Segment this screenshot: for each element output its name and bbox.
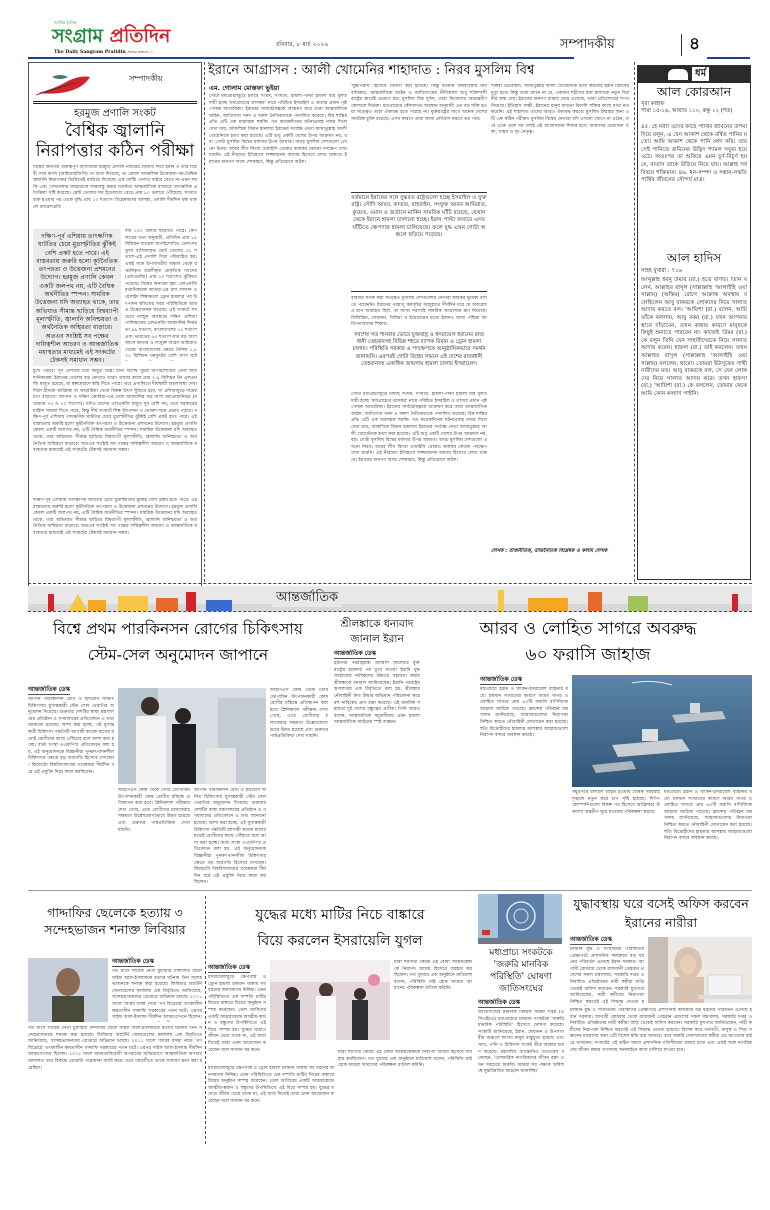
- story-divider: [28, 890, 752, 891]
- france-ships-photo: [572, 675, 752, 787]
- bunker-headline-line2[interactable]: বিয়ে করলেন ইসরায়েলি যুগল: [257, 933, 423, 949]
- japan-desk: আন্তর্জাতিক ডেস্ক: [28, 686, 70, 693]
- bunker-headline-line1[interactable]: যুদ্ধের মধ্যে মাটির নিচে বাঙ্কারে: [255, 907, 425, 923]
- japan-body-3: জাপান পারকিনসন রোগ ও হৃদরোগ জনিত চিকিৎসায় যুগান্তকারী স্টেম সেল থেরাপির অনুমোদন দিয়েছে। শুক্রবার দেশটির স্বাস্থ্য মন্ত্রণালয়ের প্রতিষ্ঠান ও গণমাধ্যমের প্রতিবেদনে এ তথ্য জানানো হয়েছে। আশা করা হচ্ছে, এই যুগান্তকারী চিকিৎসা পদ্ধতিটি আগামী কয়েক মাসের মধ্যেই রোগীদের কাছে পৌঁছাবে বলে আশা করা হচ্ছে। বার্তা সংস্থা এএফপি'র প্রতিবেদনে বলা হয়, এই অনুমোদনকে বিজ্ঞানীরা পুনরুৎপাদনশীল চিকিৎসার ক্ষেত্রে বড় অগ্রগতি হিসেবে দেখছেন। কিয়োটো বিশ্ববিদ্যালয়ের গবেষকরা দীর্ঘদিন ধরে এই প্রযুক্তি নিয়ে কাজ করছিলেন।: [194, 788, 266, 885]
- france-body-3: মধ্যপ্রাচ্যে ইরান ও মার্কিন-ইসরায়েল বাহিনীর মধ্যে চলমান সংঘাতের কারণে আরব সাগর ও লোহিত সাগরে প্রায় ৬০টি ফরাসি বাণিজ্যিক জাহাজ আটকে পড়েছে। ফ্রান্সের পরিবহন মন্ত্রণালয় জানিয়েছে, জাহাজগুলোর নিরাপত্তা নিশ্চিত করতে নৌবাহিনী মোতায়েন করা হয়েছে। হুতি বিদ্রোহীদের হামলার আশঙ্কায় জাহাজগুলো নিরাপদ বন্দরে অবস্থান করছে।: [664, 790, 752, 842]
- quran-title: আল কোরআন: [656, 84, 732, 99]
- masthead-tagline: জাতীয় দৈনিক: [54, 20, 77, 25]
- bunker-body-3: ইসরায়েলজুড়ে ক্ষেপণাস্ত্র ও ড্রোন হামলা চলমান থাকায় সব ধরনের জনসমাগম নিষিদ্ধ। এমন পরিস্থিতিতে এক দম্পতি মাটির নিচের বাঙ্কারে বিয়ের অনুষ্ঠান সম্পন্ন করেছেন। তেল আবিবের একটি আশ্রয়কেন্দ্রে আত্মীয়-স্বজন ও বন্ধুদের উপস্থিতিতে এই বিয়ে সম্পন্ন হয়। যুদ্ধের মধ্যেও জীবন থেমে থাকে না, এই বার্তা দিতেই তারা এমন আয়োজন করেছেন বলে জানান বর-কনে।: [208, 1066, 334, 1104]
- editorial-label: সম্পাদকীয়: [129, 74, 163, 83]
- srilanka-body: ইরানের পররাষ্ট্রমন্ত্রী আব্বাস আরাঘচি যুক্তরাষ্ট্রের হামলার পর ডুবে যাওয়া ইরানি যুদ্ধজাহাজের নাবিকদের উদ্ধারে সহায়তা করায় শ্রীলঙ্কাকে ধন্যবাদ জানিয়েছেন। ইরানি পররাষ্ট্রমন্ত্রণালয়ের এক বিবৃতিতে বলা হয়, শ্রীলঙ্কার নৌবাহিনী দ্রুত উদ্ধার অভিযান পরিচালনা করে বহু নাবিকের প্রাণ রক্ষা করেছে। এই মানবিক সহায়তা দুই দেশের বন্ধুত্বের প্রতীক। তিনি আরও বলেন, আন্তর্জাতিক সমুদ্রসীমায় এমন হামলা আন্তর্জাতিক আইনের স্পষ্ট লঙ্ঘন।: [334, 661, 420, 726]
- gaddafi-desk: আন্তর্জাতিক ডেস্ক: [112, 958, 154, 965]
- skyline-illustration: [28, 586, 752, 612]
- section-rule: [28, 583, 752, 584]
- women-body-2: চলমান যুদ্ধ ও সংঘাতময় পরিস্থিতির প্রেক্ষাপটে প্রশাসনিক কার্যক্রমে বড় ধরনের পরিবর্তন এনেছে ইরান সরকার। আগামী রোববার থেকে রাজধানী তেহরান প্রদেশের সকল মন্ত্রণালয়, সরকারি দপ্তর ও নির্বাচিত প্রতিষ্ঠানের নারী কর্মীরা বাড়ি থেকেই অফিস করবেন। সরকারি মুখপাত্র জানিয়েছেন, নারী কর্মীদের নিরাপত্তা নিশ্চিত করতেই এই সিদ্ধান্ত নেওয়া হয়েছে। বিশেষ করে গর্ভবতী, অসুস্থ ও শিশু সন্তানের মায়েদের জন্য এটি বিশেষ স্বস্তি বয়ে আনবে। তবে জরুরি সেবাখাতের কর্মীরা এর আওতার বাইরে থাকবেন। সংকটের এই কঠিন সময়ে প্রশাসনিক গতিশীলতা বজায় রাখা এবং একই সঙ্গে নাগরিকদের জীবন রক্ষার তাগাদায় অনলাইনে কাজ চালিয়ে যাওয়া হবে।: [570, 1008, 752, 1053]
- opinion-col-2c: গোটা মধ্যপ্রাচ্যজুড়ে চলছে সংঘর্ষ, সংঘাত, হামলা-পাল্টা হামলা যার মূলত দায়ী হচ্ছে 'মধ্যপ্রাচ্যের ত্রাসকর' নামে পরিচিত ইসরাইল ও তাদের প্রধান পৃষ্ঠপোষক আমেরিকা। ইরানের সার্বভৌমত্বকে আক্রমণ করে তারা আন্তর্জাতিক আইন, জাতিসংঘ সনদ ও সকল নৈতিকতাকে পদদলিত করেছে। বিশ্ব শান্তির প্রতি এটি এক মারাত্মক হুমকি। গত কয়েকদিনের ঘটনাপ্রবাহ নজর দিলে দেখা যায়, আকস্মিক বিমান হামলায় ইরানের সর্বোচ্চ নেতা আয়াতুল্লাহ আলী খোমেনিকে হত্যা করা হয়েছে। এটি শুধু একটি দেশের উপর আক্রমণ নয়, বরং গোটা মুসলিম বিশ্বের মর্যাদার উপর আঘাত। অথচ মুসলিম দেশগুলো এখনো নিরব। আরব লীগ কিংবা ওআইসি থেকেও কার্যকর কোনো পদক্ষেপ দেখা যায়নি। এই নীরবতা ইতিহাসে লজ্জাজনক অধ্যায় হিসেবে লেখা থাকবে। ইরানের জনগণ আজ শোকাহত, কিন্তু প্রতিরোধে অটল।: [351, 392, 487, 463]
- bunker-body-4: যারা শরণার্থী কেন্দ্রে এই বোমা আশ্রয়কেন্দ্রকে নিরাপদ আশ্রয় হিসেবে ব্যবহার করছিলেন। গত বুধবার এক অনুষ্ঠানে মাতিয়াহু বলেন, পরিস্থিতি যাই হোক আমরা আমাদের পরিকল্পনা বাতিল করিনি।: [338, 1050, 472, 1069]
- surah-ref: পারা ১৫-১৬, আয়াত ১১০, রুকু ১২ (শর্ত): [641, 108, 733, 114]
- france-headline-line2[interactable]: ৬০ ফরাসি জাহাজ: [525, 645, 651, 665]
- france-desk: আন্তর্জাতিক ডেস্ক: [480, 676, 522, 683]
- opinion-col-3: শত্রুরা ভেবেছিল, আয়াতুল্লাহ আলী খোমেনিকে হত্যা করলেই ইরান বিপ্লবের মৃত্যু হবে। কিন্তু তারা জানে না যে, একজন শহীদের রক্ত হাজারো নতুন বিপ্লবীর জন্ম দেয়। ইরানের জনগণ রাস্তায় নেমে এসেছে, তারা প্রতিশোধের শপথ নিয়েছে। ইতিহাস সাক্ষী, ইরানের মানুষ কখনো বিদেশি শক্তির কাছে মাথা নত করেনি। এই শাহাদাত তাদের আরও ঐক্যবদ্ধ করবে। মুসলিম উম্মাহর জন্য এটি এক কঠিন পরীক্ষা। মুসলিম বিশ্বের নেতারা যদি এখনো জেগে না ওঠেন, তবে একে একে সব দেশই এই আগ্রাসনের শিকার হবে। আমাদের প্রয়োজন ঐক্য, সাহস ও দৃঢ় নেতৃত্ব।: [491, 84, 629, 136]
- opinion-byline: লেখক : রাজনীতিক, রাজনৈতিক বিশ্লেষক ও কলাম লেখক: [491, 548, 608, 554]
- opinion-col-2b: বারবার সতর্ক করা সত্ত্বেও মুসলিম দেশগুলোর নেতারা কার্যকর ভূমিকা রাখতে পারেননি। ইরানের পরমাণু কর্মসূচির অজুহাতে দীর্ঘদিন ধরে যে অবরোধ ও চাপ অব্যাহত ছিল, তা আজ সরাসরি সামরিক আগ্রাসনে রূপ নিয়েছে। ফিলিস্তিন, লেবানন, সিরিয়া ও ইয়েমেনের মতো ইরানও আজ পশ্চিমা আধিপত্যবাদের শিকার।: [351, 296, 487, 328]
- opinion-col-1: গোটা মধ্যপ্রাচ্যজুড়ে চলছে সংঘর্ষ, সংঘাত, হামলা-পাল্টা হামলা যার মূলত দায়ী হচ্ছে 'মধ্যপ্রাচ্যের ত্রাসকর' নামে পরিচিত ইসরাইল ও তাদের প্রধান পৃষ্ঠপোষক আমেরিকা। ইরানের সার্বভৌমত্বকে আক্রমণ করে তারা আন্তর্জাতিক আইন, জাতিসংঘ সনদ ও সকল নৈতিকতাকে পদদলিত করেছে। বিশ্ব শান্তির প্রতি এটি এক মারাত্মক হুমকি। গত কয়েকদিনের ঘটনাপ্রবাহ নজর দিলে দেখা যায়, আকস্মিক বিমান হামলায় ইরানের সর্বোচ্চ নেতা আয়াতুল্লাহ আলী খোমেনিকে হত্যা করা হয়েছে। এটি শুধু একটি দেশের উপর আক্রমণ নয়, বরং গোটা মুসলিম বিশ্বের মর্যাদার উপর আঘাত। অথচ মুসলিম দেশগুলো এখনো নিরব। আরব লীগ কিংবা ওআইসি থেকেও কার্যকর কোনো পদক্ষেপ দেখা যায়নি। এই নীরবতা ইতিহাসে লজ্জাজনক অধ্যায় হিসেবে লেখা থাকবে। ইরানের জনগণ আজ শোকাহত, কিন্তু প্রতিরোধে অটল।: [209, 94, 347, 165]
- opinion-pullquote: সর্বশেষ গত শনিবার ভোরে যুক্তরাষ্ট্র ও ইসরায়েল ইরানের রাজধানী তেহরানসহ বিভিন্ন শহরে ব্যাপক বিমান ও ড্রোন হামলা চালায়। পরিস্থিতি সরকার এ পদক্ষেপকে আনুষ্ঠানিকভাবে সমর্থন জানায়নি। এরপরই গোটা বিশ্বের সামনে এই দেশের রাজধানী তেহরানসহ একাধিক জায়গায় হামলা চালায় ইসরায়েল।: [352, 332, 486, 367]
- france-body-2: সমুদ্রপথে চলাচল ব্যাহত হওয়ায় বৈশ্বিক সরবরাহ শৃঙ্খলে নতুন করে চাপ সৃষ্টি হয়েছে। শিপিং কোম্পানিগুলো বিকল্প পথ হিসেবে আফ্রিকার উত্তমাশা অন্তরীপ ঘুরে যাওয়ার পরিকল্পনা করছে।: [572, 790, 660, 815]
- masthead-english: The Daily Sangram Pratidin সত্যের সন্ধানে...!: [54, 50, 153, 55]
- editorial-body-bottom: মুখে পড়বে। পূর্ব এশিয়ার চিত্র কিছুটা ভিন্ন। চীনা বিশেষ খুচরা অপরিশোধিত তেল আমদানিকারক; ইরানের তেলের বড় ক্রেতাও তারা। তাদের কাছে প্রায় ৭.৯ মিলিয়ন টন এলএনজি মজুত রয়েছে, যা স্বল্পমেয়াদে স্বস্তি দিতে পারে। তবে প্রণালিতে দীর্ঘস্থায়ী অচলাবস্থা দেখা দিলে চীনকে আফ্রিকা বা আমেরিকা থেকে বিকল্প উৎস খুঁজতে হবে, যা এশিয়াজুড়ে দামের চাপ বাড়াবে। জাপান ও দক্ষিণ কোরিয়া-এর তেল আমদানির বড় অংশ মধ্যপ্রাচ্যনির্ভর (যথাক্রমে ৭৫ ও ৭০ শতাংশ)। যদিও তাদের এলএনজি মজুত খুব বেশি নয়, তবে সরকারের চাহিদা সামাল দিতে পারে, কিন্তু দীর্ঘ সংকটে শিল্প উৎপাদন ও ভোক্তা দামে প্রভাব পড়বে। দক্ষিণ-পূর্ব এশিয়ায় তাৎক্ষণিক ঘাটতির চেয়ে মুদ্রাস্ফীতির ঝুঁকিই বেশি প্রকট হতে পারে। এই বাস্তবতায় জরুরি হলো কূটনৈতিক তৎপরতা ও উত্তেজনা প্রশমনের উদ্যোগ। হরমুজ প্রণালি কেবল একটি জলপথ নয়, এটি বৈশ্বিক অর্থনীতির স্পন্দন। সামরিক উত্তেজনা যদি অব্যাহত থাকে, তার অভিঘাত সীমান্ত ছাড়িয়ে বিশ্বব্যাপী মূল্যস্ফীতি, জ্বালানি অনিশ্চয়তা ও অর্থনৈতিক অস্থিরতা বাড়াবে। অতএব সংশ্লিষ্ট সব পক্ষের দায়িত্বশীল আচরণ ও আন্তর্জাতিক মধ্যস্থতার মাধ্যমেই এই সংকটের টেকসই সমাধান সম্ভব।: [33, 369, 197, 454]
- quill-icon: [34, 69, 94, 97]
- editorial-box: [28, 62, 202, 597]
- women-headline[interactable]: যুদ্ধাবস্থায় ঘরে বসেই অফিস করবেন ইরানের নারীরা: [573, 896, 749, 930]
- france-body: মধ্যপ্রাচ্যে ইরান ও মার্কিন-ইসরায়েল বাহিনীর মধ্যে চলমান সংঘাতের কারণে আরব সাগর ও লোহিত সাগরে প্রায় ৬০টি ফরাসি বাণিজ্যিক জাহাজ আটকে পড়েছে। ফ্রান্সের পরিবহন মন্ত্রণালয় জানিয়েছে, জাহাজগুলোর নিরাপত্তা নিশ্চিত করতে নৌবাহিনী মোতায়েন করা হয়েছে। হুতি বিদ্রোহীদের হামলার আশঙ্কায় জাহাজগুলো নিরাপদ বন্দরে অবস্থান করছে।: [480, 687, 568, 739]
- opinion-col-2: 'যুদ্ধাপরাধ' হিসেবে ঘোষণা করা হয়েছে। কিন্তু বর্তমান বিশ্বব্যবস্থায় মানবাধিকার, আন্তর্জাতিক আইন ও জাতিসংঘের নীতিমালা শুধু শক্তিশালী রাষ্ট্রের স্বার্থেই প্রয়োগ হয়। মুসলিম বিশ্ব দুর্বল; তারা নিজেদের অভ্যন্তরীণ কোন্দলে বিভক্ত। মধ্যপ্রাচ্যের কৌশলগত অবস্থান অনুযায়ী এত বড় শক্তি হওয়া সত্ত্বেও তারা ঐক্যবদ্ধ হতে পারছে না। যুক্তরাষ্ট্রের সাথে অনেক দেশের সামরিক চুক্তি রয়েছে। এসব কারণে তারা আজ প্রতিবাদ করতে ভয় পায়।: [351, 84, 487, 122]
- bunker-desk: আন্তর্জাতিক ডেস্ক: [208, 964, 250, 971]
- masthead-rule-right: [707, 57, 750, 59]
- hadith-text: আব্দুল্লাহ ইবনু উমার (রা.) হতে বর্ণিত। তিনি বলেন, আল্লাহর রাসূল (সাল্লাল্লাহু 'আলাইহি ওয়া সাল্লাম) (অন্তিম) রোগে আক্রান্ত অবস্থায় বলেছিলেন আবু বাকরকে লোকদের নিয়ে সালাত আদায় করতে বল। 'আয়িশা (রা.) বলেন, আমি তাঁকে বললাম, আবু বকর (রা.) যখন আপনার স্থানে দাঁড়াবেন, তখন কান্নার কারণে মানুষকে কিছুই শুনাতে পারবেন না। কাজেই 'উমর (রা.) কে বলুন তিনি যেন সাহাবীদেরকে নিয়ে সালাত আদায় করেন। হাফসা (রা.) তাই করলেন। তখন আল্লাহর রাসূল (সাল্লাল্লাহু 'আলাইহি ওয়া সাল্লাম) বললেন, থামো। তোমরা ইউসুফের সাথী নারীদের মত। আবু বাকরকে বল, সে যেন লোকদের নিয়ে সালাত আদায় করে। তখন হাফসা (রা.) 'আয়িশা (রা.) কে বললেন, তোমার থেকে আমি কোন কল্যাণ পাইনি।: [641, 277, 747, 397]
- hadith-source: সহিহ বুখারী : ৭১৬: [641, 268, 682, 274]
- logo-part-1: সংগ্রাম: [52, 25, 104, 47]
- bunker-photo: [270, 960, 390, 1040]
- france-headline-line1[interactable]: আরব ও লোহিত সাগরে অবরুদ্ধ: [479, 619, 697, 639]
- japan-body-2: আইপিএস কোষ থেকে তৈরি ডোপামিন উৎপাদনকারী কোষ রোগীর মস্তিষ্কে প্রতিস্থাপন করা হবে। ক্লিনিক্যাল পরীক্ষায় দেখা গেছে, এতে রোগীদের চলাফেরার সক্ষমতা উল্লেখযোগ্যভাবে উন্নত হয়েছে এবং গুরুতর পার্শ্বপ্রতিক্রিয়া দেখা যায়নি।: [118, 788, 190, 833]
- logo-part-2: প্রতিদিন: [109, 25, 171, 47]
- column-divider: [634, 62, 635, 582]
- opinion-author: এম. গোলাম মোস্তফা ভুইয়া: [209, 84, 280, 92]
- editorial-kicker: হরমুজ প্রণালি সংকট: [74, 108, 156, 119]
- section-divider: [681, 34, 682, 56]
- masthead-rule-left: [28, 57, 574, 59]
- editorial-pullquote: দক্ষিণ-পূর্ব এশিয়ায় তাৎক্ষণিক ঘাটতির চেয়ে মুদ্রাস্ফীতির ঝুঁকিই বেশি প্রকট হতে পারে। এই বাস্তবতায় জরুরি হলো কূটনৈতিক তৎপরতা ও উত্তেজনা প্রশমনের উদ্যোগ। হরমুজ প্রণালি কেবল একটি জলপথ নয়, এটি বৈশ্বিক অর্থনীতির স্পন্দন। সামরিক উত্তেজনা যদি অব্যাহত থাকে, তার অভিঘাত সীমান্ত ছাড়িয়ে বিশ্বব্যাপী মূল্যস্ফীতি, জ্বালানি অনিশ্চয়তা ও অর্থনৈতিক অস্থিরতা বাড়াবে। অতএব সংশ্লিষ্ট সব পক্ষের দায়িত্বশীল আচরণ ও আন্তর্জাতিক মধ্যস্থতার মাধ্যমেই এই সংকটের টেকসই সমাধান সম্ভব।: [33, 229, 121, 366]
- column-divider: [205, 896, 206, 1144]
- srilanka-headline[interactable]: শ্রীলঙ্কাকে ধন্যবাদ জানাল ইরান: [340, 618, 414, 645]
- page-number: ৪: [689, 34, 701, 54]
- un-headline[interactable]: মধ্যপ্রাচ্য সংকটকে 'জরুরি মানবিক পরিস্থিতি' ঘোষণা জাতিসংঘের: [489, 948, 553, 994]
- japan-headline-line1[interactable]: বিশ্বে প্রথম পারকিনসন রোগের চিকিৎসায়: [52, 620, 304, 638]
- quran-text: ৪৫. হে নবী! ওদের কাছে পার্থিব জীবনের উপমা দিয়ে বলুন, এ যেন আকাশ থেকে বর্ষিত পানির মতো। আমি আকাশ থেকে পানি বর্ষণ করি। তার সেই পানিতে জমিনের উদ্ভিদ শ্যামল সবুজ হয়ে ওঠে। অতঃপর তা শুকিয়ে এমন চূর্ণ-বিচূর্ণ হয় যে, বাতাস তাকে উড়িয়ে নিয়ে যায়। আল্লাহ সর্ববিষয়ে শক্তিমান। ৪৬. ধন-সম্পদ ও সন্তান-সন্ততি পার্থিব জীবনের সৌন্দর্য মাত্র।: [641, 124, 747, 184]
- opinion-headline[interactable]: ইরানে আগ্রাসন : আলী খোমেনির শাহাদাত : নিরব মুসলিম বিশ্ব: [208, 63, 535, 78]
- international-banner: [28, 586, 752, 612]
- editorial-rule: [33, 101, 197, 104]
- un-photo: [478, 894, 562, 944]
- religion-box: [637, 65, 751, 580]
- japan-photo: [118, 688, 266, 784]
- section-title: সম্পাদকীয়: [560, 37, 615, 52]
- surah-name: সূরা কাহাফ: [641, 101, 665, 107]
- bunker-body-2: যারা শরণার্থী কেন্দ্রে এই বোমা আশ্রয়কেন্দ্রকে নিরাপদ আশ্রয় হিসেবে ব্যবহার করছিলেন। গত বুধবার এক অনুষ্ঠানে মাতিয়াহু বলেন, পরিস্থিতি যাই হোক আমরা আমাদের পরিকল্পনা বাতিল করিনি।: [394, 960, 472, 992]
- international-section-label: আন্তর্জাতিক: [272, 589, 342, 607]
- editorial-headline[interactable]: বৈশ্বিক জ্বালানি নিরাপত্তার কঠিন পরীক্ষা: [35, 121, 195, 161]
- gaddafi-body: গত মাসে সাবেক নেতা মুয়াম্মার গাদ্দাফির ছেলে সাইফ আল-ইসলামকে হত্যার ঘটনায় তিন সন্দেহভাজনকে শনাক্ত করা হয়েছে। লিবিয়ার অ্যাটর্নি জেনারেলের কার্যালয় এক বিবৃতিতে জানিয়েছে, সন্দেহভাজনদের গ্রেপ্তারে অভিযান চলছে। ২০১১ সালে 'আরব বসন্ত' নামে 'গণ বিদ্রোহে' তৎকালীন ক্ষমতাসীন গাদ্দাফি সরকারের পতন ঘটে। এরপর সাইফ আল-ইসলাম দীর্ঘদিন আত্মগোপনে ছিলেন।: [112, 969, 202, 1021]
- masthead-logo[interactable]: [52, 25, 170, 47]
- issue-date: রবিবার, ৮ মার্চ ২০২৬: [276, 41, 329, 48]
- religion-banner-label: ধর্ম: [692, 67, 709, 81]
- editorial-body-right: দাম ১০০ ডলার ছাড়াতে পারে। কেপলারের তথ্য অনুযায়ী, প্রতিদিন প্রায় ১৫ মিলিয়ন ব্যারেল অপরিশোধিত তেল-সমতুল্য বাণিজ্যকৃত মোট তেলের ৩১ শতাংশ-এই প্রণালি দিয়ে পরিবাহিত হয়। একই সঙ্গে উপসাগরীয় অঞ্চল থেকে রপ্তানিকৃত তরলীকৃত প্রাকৃতিক গ্যাসের (এলএনজি) প্রায় ২০ শতাংশও ঝুঁকিতে পড়েছে। বিশ্বের অন্যতম বৃহৎ এলএনজি রপ্তানিকারক কাতার-এর রাস লাফান ও মেসাইদ শিল্পাঞ্চলে ড্রোন হামলার পর উৎপাদন স্থগিতের খবর পরিস্থিতিকে আরও উদ্বেগজনক করেছে। এই সংকটে সবচেয়ে নাজুক অবস্থানে দক্ষিণ এশিয়া। পাকিস্তানের এলএনজি আমদানির নির্ভরতা ৯৯ শতাংশ, বাংলাদেশের ৭২ শতাংশ এবং ভারতের ৫৩ শতাংশ-যার বড় অংশ আসে কাতার ও সংযুক্ত আরব আমিরাত থেকে। বাংলাদেশের ক্ষেত্রে দৈনিক ১,৫০০ মিলিয়ন ঘনফুটের বেশি গ্যাস ঘাট: [125, 229, 197, 360]
- religion-banner: [638, 66, 750, 83]
- japan-headline-line2[interactable]: স্টেম-সেল অনুমোদন জাপানে: [87, 646, 269, 664]
- mosque-icon: [668, 69, 688, 80]
- women-body: চলমান যুদ্ধ ও সংঘাতময় পরিস্থিতির প্রেক্ষাপটে প্রশাসনিক কার্যক্রমে বড় ধরনের পরিবর্তন এনেছে ইরান সরকার। আগামী রোববার থেকে রাজধানী তেহরান প্রদেশের সকল মন্ত্রণালয়, সরকারি দপ্তর ও নির্বাচিত প্রতিষ্ঠানের নারী কর্মীরা বাড়ি থেকেই অফিস করবেন। সরকারি মুখপাত্র জানিয়েছেন, নারী কর্মীদের নিরাপত্তা নিশ্চিত করতেই এই সিদ্ধান্ত নেওয়া হ: [570, 947, 644, 1005]
- column-divider: [204, 62, 205, 582]
- opinion-boxed-quote: বর্তমানে ইরানের সঙ্গে যুদ্ধরত রাষ্ট্রগুলো হচ্ছে ইসরাইল ও যুক্তরাষ্ট্র। সৌদি আরব, কাতার, বাহরাইন, সংযুক্ত আরব আমিরাত, কুয়েত, ওমান ও জর্ডানে মার্কিন সামরিক ঘাঁটি রয়েছে, যেখান থেকে ইরানে হামলা চালানো হচ্ছে। ইরান পাল্টা জবাবে এসব ঘাঁটিতে ক্ষেপণাস্ত্র হামলা চালিয়েছে। ফলে যুদ্ধ এখন গোটা অঞ্চলে ছড়িয়ে পড়েছে।: [351, 192, 487, 292]
- japan-body-4: আইপিএস কোষ থেকে তৈরি ডোপামিন উৎপাদনকারী কোষ রোগীর মস্তিষ্কে প্রতিস্থাপন করা হবে। ক্লিনিক্যাল পরীক্ষায় দেখা গেছে, এতে রোগীদের চলাফেরার সক্ষমতা উল্লেখযোগ্যভাবে উন্নত হয়েছে এবং গুরুতর পার্শ্বপ্রতিক্রিয়া দেখা যায়নি।: [270, 688, 328, 740]
- masthead: [0, 0, 770, 60]
- women-photo: [648, 937, 752, 1003]
- bunker-body: ইসরায়েলজুড়ে ক্ষেপণাস্ত্র ও ড্রোন হামলা চলমান থাকায় সব ধরনের জনসমাগম নিষিদ্ধ। এমন পরিস্থিতিতে এক দম্পতি মাটির নিচের বাঙ্কারে বিয়ের অনুষ্ঠান সম্পন্ন করেছেন। তেল আবিবের একটি আশ্রয়কেন্দ্রে আত্মীয়-স্বজন ও বন্ধুদের উপস্থিতিতে এই বিয়ে সম্পন্ন হয়। যুদ্ধের মধ্যেও জীবন থেমে থাকে না, এই বার্তা দিতেই তারা এমন আয়োজন করেছেন বলে জানান বর-কনে।: [208, 975, 266, 1053]
- japan-body: জাপান পারকিনসন রোগ ও হৃদরোগ জনিত চিকিৎসায় যুগান্তকারী স্টেম সেল থেরাপির অনুমোদন দিয়েছে। শুক্রবার দেশটির স্বাস্থ্য মন্ত্রণালয়ের প্রতিষ্ঠান ও গণমাধ্যমের প্রতিবেদনে এ তথ্য জানানো হয়েছে। আশা করা হচ্ছে, এই যুগান্তকারী চিকিৎসা পদ্ধতিটি আগামী কয়েক মাসের মধ্যেই রোগীদের কাছে পৌঁছাবে বলে আশা করা হচ্ছে। বার্তা সংস্থা এএফপি'র প্রতিবেদনে বলা হয়, এই অনুমোদনকে বিজ্ঞানীরা পুনরুৎপাদনশীল চিকিৎসার ক্ষেত্রে বড় অগ্রগতি হিসেবে দেখছেন। কিয়োটো বিশ্ববিদ্যালয়ের গবেষকরা দীর্ঘদিন ধরে এই প্রযুক্তি নিয়ে কাজ করছিলেন।: [28, 697, 114, 775]
- un-desk: আন্তর্জাতিক ডেস্ক: [478, 999, 520, 1006]
- srilanka-desk: আন্তর্জাতিক ডেস্ক: [334, 650, 376, 657]
- editorial-body-continued: দক্ষিণ-পূর্ব এশিয়ায় তাৎক্ষণিক ঘাটতির চেয়ে মুদ্রাস্ফীতির ঝুঁকিই বেশি প্রকট হতে পারে। এই বাস্তবতায় জরুরি হলো কূটনৈতিক তৎপরতা ও উত্তেজনা প্রশমনের উদ্যোগ। হরমুজ প্রণালি কেবল একটি জলপথ নয়, এটি বৈশ্বিক অর্থনীতির স্পন্দন। সামরিক উত্তেজনা যদি অব্যাহত থাকে, তার অভিঘাত সীমান্ত ছাড়িয়ে বিশ্বব্যাপী মূল্যস্ফীতি, জ্বালানি অনিশ্চয়তা ও অর্থনৈতিক অস্থিরতা বাড়াবে। অতএব সংশ্লিষ্ট সব পক্ষের দায়িত্বশীল আচরণ ও আন্তর্জাতিক মধ্যস্থতার মাধ্যমেই এই সংকটের টেকসই সমাধান সম্ভব।: [33, 498, 197, 536]
- gaddafi-body-2: গত মাসে সাবেক নেতা মুয়াম্মার গাদ্দাফির ছেলে সাইফ আল-ইসলামকে হত্যার ঘটনায় তিন সন্দেহভাজনকে শনাক্ত করা হয়েছে। লিবিয়ার অ্যাটর্নি জেনারেলের কার্যালয় এক বিবৃতিতে জানিয়েছে, সন্দেহভাজনদের গ্রেপ্তারে অভিযান চলছে। ২০১১ সালে 'আরব বসন্ত' নামে 'গণ বিদ্রোহে' তৎকালীন ক্ষমতাসীন গাদ্দাফি সরকারের পতন ঘটে। এরপর সাইফ আল-ইসলাম দীর্ঘদিন আত্মগোপনে ছিলেন। ২০১১ সালে মানবতাবিরোধী অপরাধের অভিযোগে আন্তর্জাতিক অপরাধ আদালত তার বিরুদ্ধে গ্রেপ্তারি পরোয়ানা জারি করে। তবে পরবর্তীতে তাকে সাধারণ ক্ষমা করা হয়েছিল।: [28, 1026, 202, 1071]
- women-desk: আন্তর্জাতিক ডেস্ক: [570, 936, 612, 943]
- editorial-intro: বিশ্বের অন্যতম গুরুত্বপূর্ণ বাণিজ্যিক হরমুজ প্রণালি নজরের ঘোষণা দিয়ে ইরান ও তার বিপ্লবী গার্ড কর্পস (আইআরজিসি) যে বার্তা দিয়েছে, তা কেবল আঞ্চলিক উত্তেজনা নয়-বৈশ্বিক জ্বালানি নিরাপত্তার ভিত্তিতেই নাড়িয়ে দিয়েছে। এক ফোঁটা তেলও বাইরে যেতে না-এমন হুমকি এবং সেখানকার জাহাজকে লক্ষ্যবস্তু করার সতর্কতা আন্তর্জাতিক বাজারে তাৎক্ষণিক প্রতিক্রিয়া সৃষ্টি করেছে। ব্রেন্ট তেলের দাম ইতোমধ্যে বেড়ে প্রায় ৮০ ডলারে পৌঁছেছে; সংঘাত শুরু হওয়ার পর থেকে বৃদ্ধি প্রায় ১০ শতাংশ। বিশ্লেষকদের আশঙ্কা, প্রণালি দীর্ঘদিন বন্ধ থাকলে ব্যারেলপ্রতি: [33, 165, 197, 210]
- hadith-title: আল হাদিস: [666, 251, 722, 265]
- gaddafi-photo: [28, 958, 108, 1022]
- un-body: জাতিসংঘের মানবিক বিষয়ক সমন্বয় দপ্তর (ওসিএইচএ) মধ্যপ্রাচ্যের চলমান সংকটকে 'জরুরি মানবিক পরিস্থিতি' হিসেবে ঘোষণা করেছে। সংস্থাটি জানিয়েছে, ইরান, লেবানন ও উপসাগরীয় অঞ্চলে লাখো মানুষ বাস্তুচ্যুত হয়েছে এবং খাদ্য, পানি ও চিকিৎসা সংকট তীব্র আকার ধারণ করেছে। মহাসচিব আন্তোনিও গুতেরেস বলেছেন, 'বেসামরিক নাগরিকদের জীবন রক্ষা এখন সবচেয়ে জরুরি। আমরা সব পক্ষকে অবিলম্বে যুদ্ধবিরতির আহ্বান জানাচ্ছি।': [478, 1010, 564, 1075]
- gaddafi-headline[interactable]: গাদ্দাফির ছেলেকে হত্যায় ৩ সন্দেহভাজন শনাক্ত লিবিয়ার: [44, 905, 186, 937]
